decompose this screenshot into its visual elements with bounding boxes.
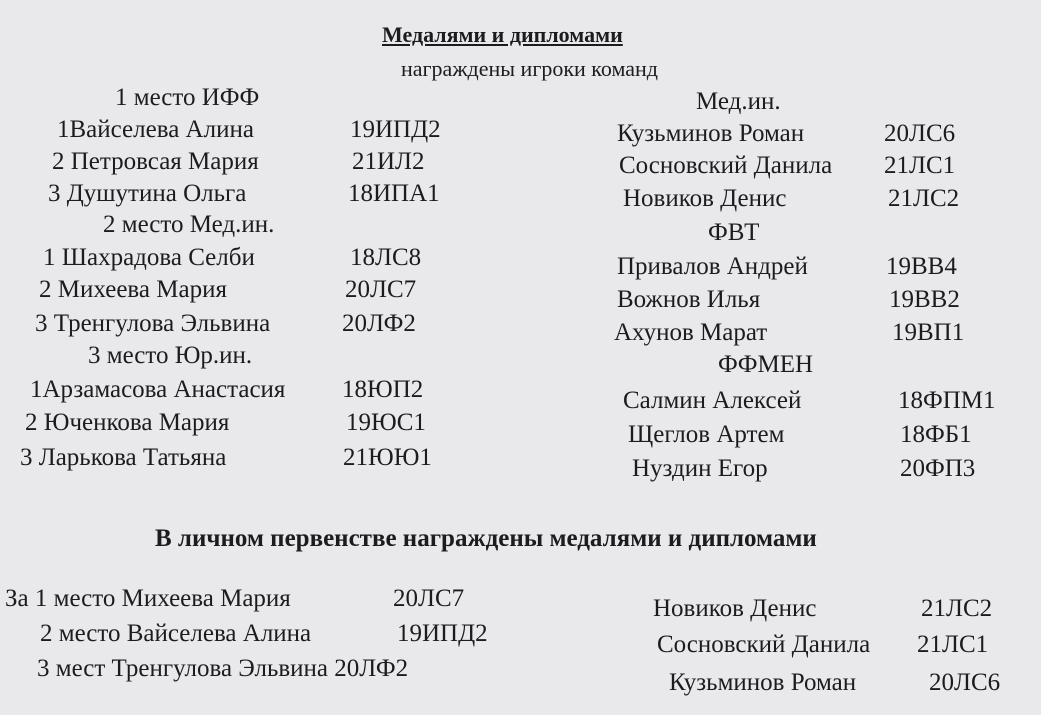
right-row-name: Вожнов Илья: [617, 286, 761, 313]
document-title: Медалями и дипломами: [382, 22, 623, 47]
left-row-name: 1Арзамасова Анастасия: [30, 376, 286, 403]
left-row-name: 3 Тренгулова Эльвина: [35, 310, 271, 337]
personal-right-name: Новиков Денис: [653, 595, 817, 622]
document-subtitle: награждены игроки команд: [401, 56, 658, 81]
right-row-name: Кузьминов Роман: [617, 120, 805, 147]
left-group-2-header: 2 место Мед.ин.: [103, 211, 275, 238]
left-row-name: 3 Ларькова Татьяна: [20, 444, 227, 471]
right-row-name: Сосновский Данила: [619, 152, 833, 179]
right-row-name: Салмин Алексей: [623, 387, 802, 414]
personal-left-name: За 1 место Михеева Мария: [5, 585, 291, 612]
right-row-name: Ахунов Марат: [614, 319, 768, 346]
right-group-3-header: ФФМЕН: [718, 351, 814, 378]
left-row-code: 20ЛФ2: [342, 310, 416, 337]
right-row-code: 21ЛС2: [888, 185, 960, 212]
right-row-code: 19ВВ2: [889, 286, 960, 313]
left-row-name: 1Вайселева Алина: [57, 116, 254, 143]
left-row-name: 2 Михеева Мария: [39, 276, 227, 303]
left-row-code: 19ЮС1: [346, 409, 426, 436]
left-row-name: 1 Шахрадова Селби: [43, 244, 255, 271]
left-row-name: 2 Юченкова Мария: [25, 409, 230, 436]
left-group-3-header: 3 место Юр.ин.: [88, 342, 253, 369]
personal-right-name: Кузьминов Роман: [669, 669, 857, 696]
right-row-name: Привалов Андрей: [617, 253, 808, 280]
personal-heading: В личном первенстве награждены медалями и дипломами: [155, 525, 817, 552]
personal-right-code: 21ЛС2: [921, 595, 993, 622]
personal-right-code: 21ЛС1: [917, 631, 989, 658]
right-group-2-header: ФВТ: [708, 219, 760, 246]
left-group-1-header: 1 место ИФФ: [115, 84, 260, 111]
left-row-code: 18ИПА1: [348, 180, 440, 207]
right-row-name: Новиков Денис: [623, 185, 787, 212]
right-row-code: 20ФП3: [900, 455, 976, 482]
right-row-code: 18ФПМ1: [898, 387, 996, 414]
personal-right-name: Сосновский Данила: [657, 631, 871, 658]
right-row-code: 21ЛС1: [884, 152, 956, 179]
left-row-code: 21ЮЮ1: [343, 444, 432, 471]
right-group-1-header: Мед.ин.: [696, 88, 781, 115]
left-row-code: 19ИПД2: [350, 116, 441, 143]
right-row-code: 18ФБ1: [900, 421, 972, 448]
right-row-code: 20ЛС6: [884, 120, 956, 147]
personal-left-code: 20ЛС7: [393, 585, 465, 612]
left-row-name: 3 Душутина Ольга: [48, 180, 247, 207]
left-row-code: 20ЛС7: [345, 276, 417, 303]
left-row-code: 18ЛС8: [350, 244, 422, 271]
right-row-name: Щеглов Артем: [628, 421, 785, 448]
personal-left-name: 3 мест Тренгулова Эльвина 20ЛФ2: [37, 655, 409, 682]
personal-left-name: 2 место Вайселева Алина: [40, 620, 312, 647]
personal-right-code: 20ЛС6: [929, 669, 1001, 696]
left-row-code: 21ИЛ2: [352, 148, 425, 175]
left-row-name: 2 Петровсая Мария: [52, 148, 259, 175]
right-row-code: 19ВВ4: [886, 253, 957, 280]
left-row-code: 18ЮП2: [342, 376, 424, 403]
right-row-code: 19ВП1: [892, 319, 965, 346]
personal-left-code: 19ИПД2: [397, 620, 488, 647]
right-row-name: Нуздин Егор: [632, 455, 768, 482]
